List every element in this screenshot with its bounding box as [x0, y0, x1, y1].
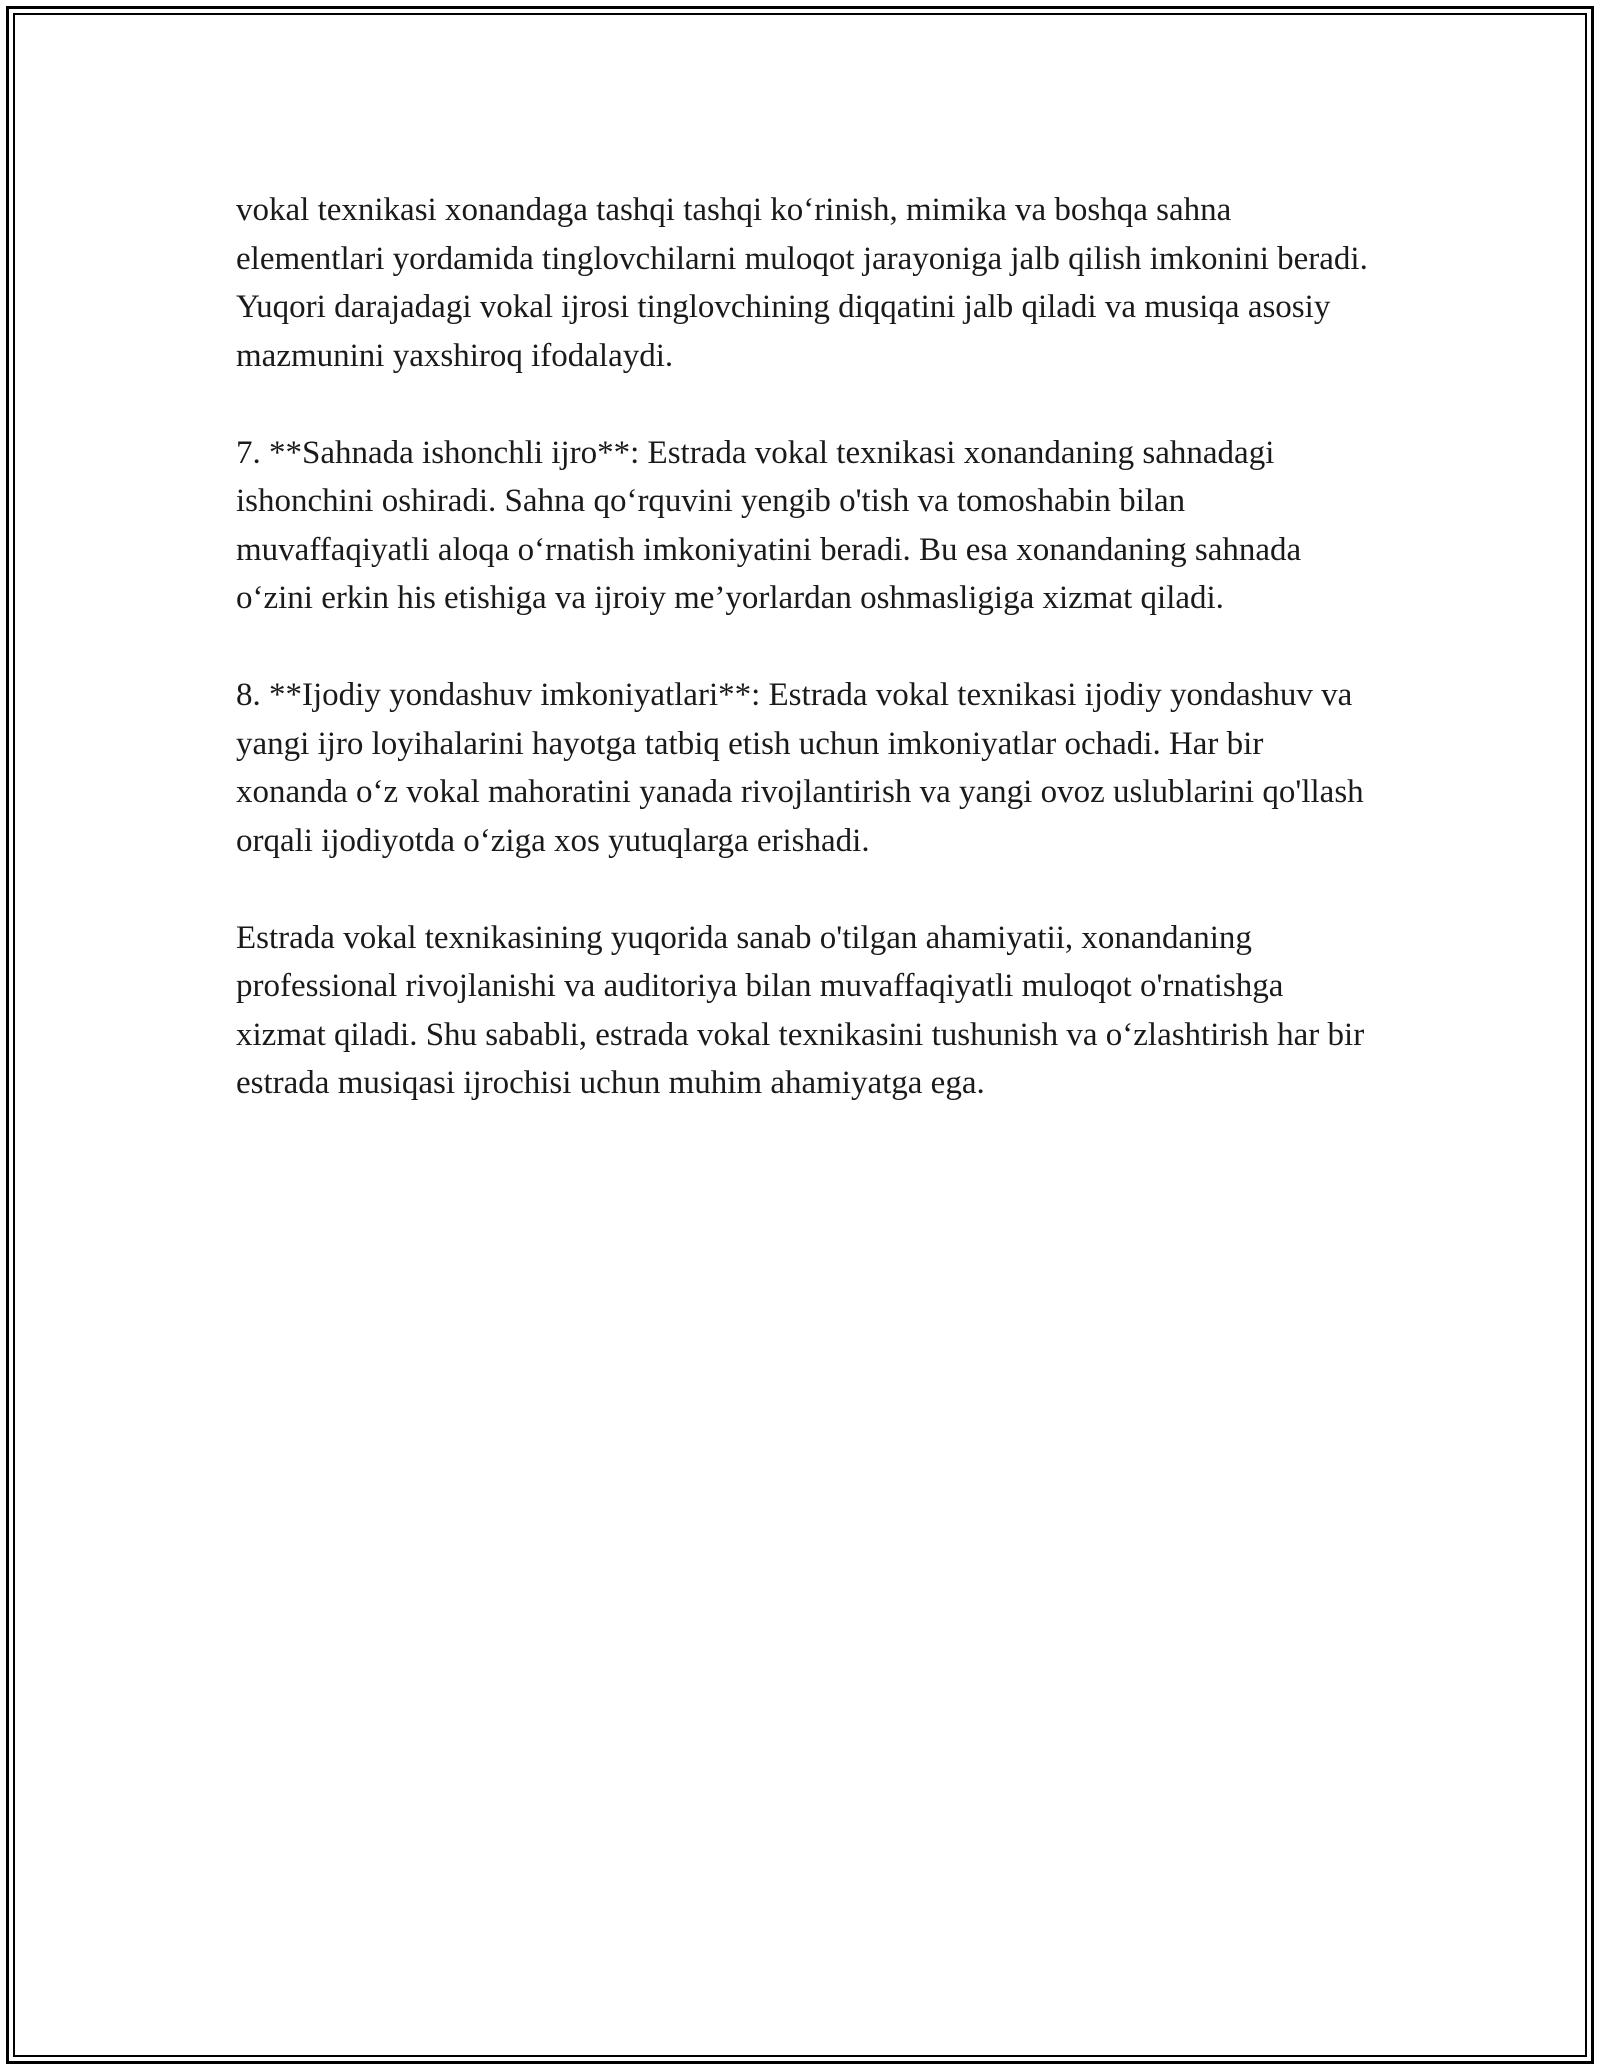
paragraph-item-7: 7. **Sahnada ishonchli ijro**: Estrada vokal texnikasi xonandaning sahnadagi ishonchini oshiradi. Sahna qo‘rquvini yengib o'tish va tomoshabin bilan muvaffaqiyatli aloqa o‘rnatish imkoniyatini beradi. Bu esa xonandaning sahnada o‘zini erkin his etishiga va ijroiy me’yorlardan oshmasligiga xizmat qiladi.: [236, 434, 1302, 616]
document-body: [236, 186, 1376, 1156]
paragraph-item-8: 8. **Ijodiy yondashuv imkoniyatlari**: Estrada vokal texnikasi ijodiy yondashuv va yangi ijro loyihalarini hayotga tatbiq etish uchun imkoniyatlar ochadi. Har bir xonanda o‘z vokal mahoratini yanada rivojlantirish va yangi ovoz uslublarini qo'llash orqali ijodiyotda o‘ziga xos yutuqlarga erishadi.: [236, 677, 1364, 859]
paragraph-intro-continuation: vokal texnikasi xonandaga tashqi tashqi ko‘rinish, mimika va boshqa sahna elementlari yordamida tinglovchilarni muloqot jarayoniga jalb qilish imkonini beradi. Yuqori darajadagi vokal ijrosi tinglovchining diqqatini jalb qiladi va musiqa asosiy mazmunini yaxshiroq ifodalaydi.: [236, 192, 1368, 374]
paragraph-conclusion: Estrada vokal texnikasining yuqorida sanab o'tilgan ahamiyatii, xonandaning professional rivojlanishi va auditoriya bilan muvaffaqiyatli muloqot o'rnatishga xizmat qiladi. Shu sababli, estrada vokal texnikasini tushunish va o‘zlashtirish har bir estrada musiqasi ijrochisi uchun muhim ahamiyatga ega.: [236, 919, 1365, 1101]
